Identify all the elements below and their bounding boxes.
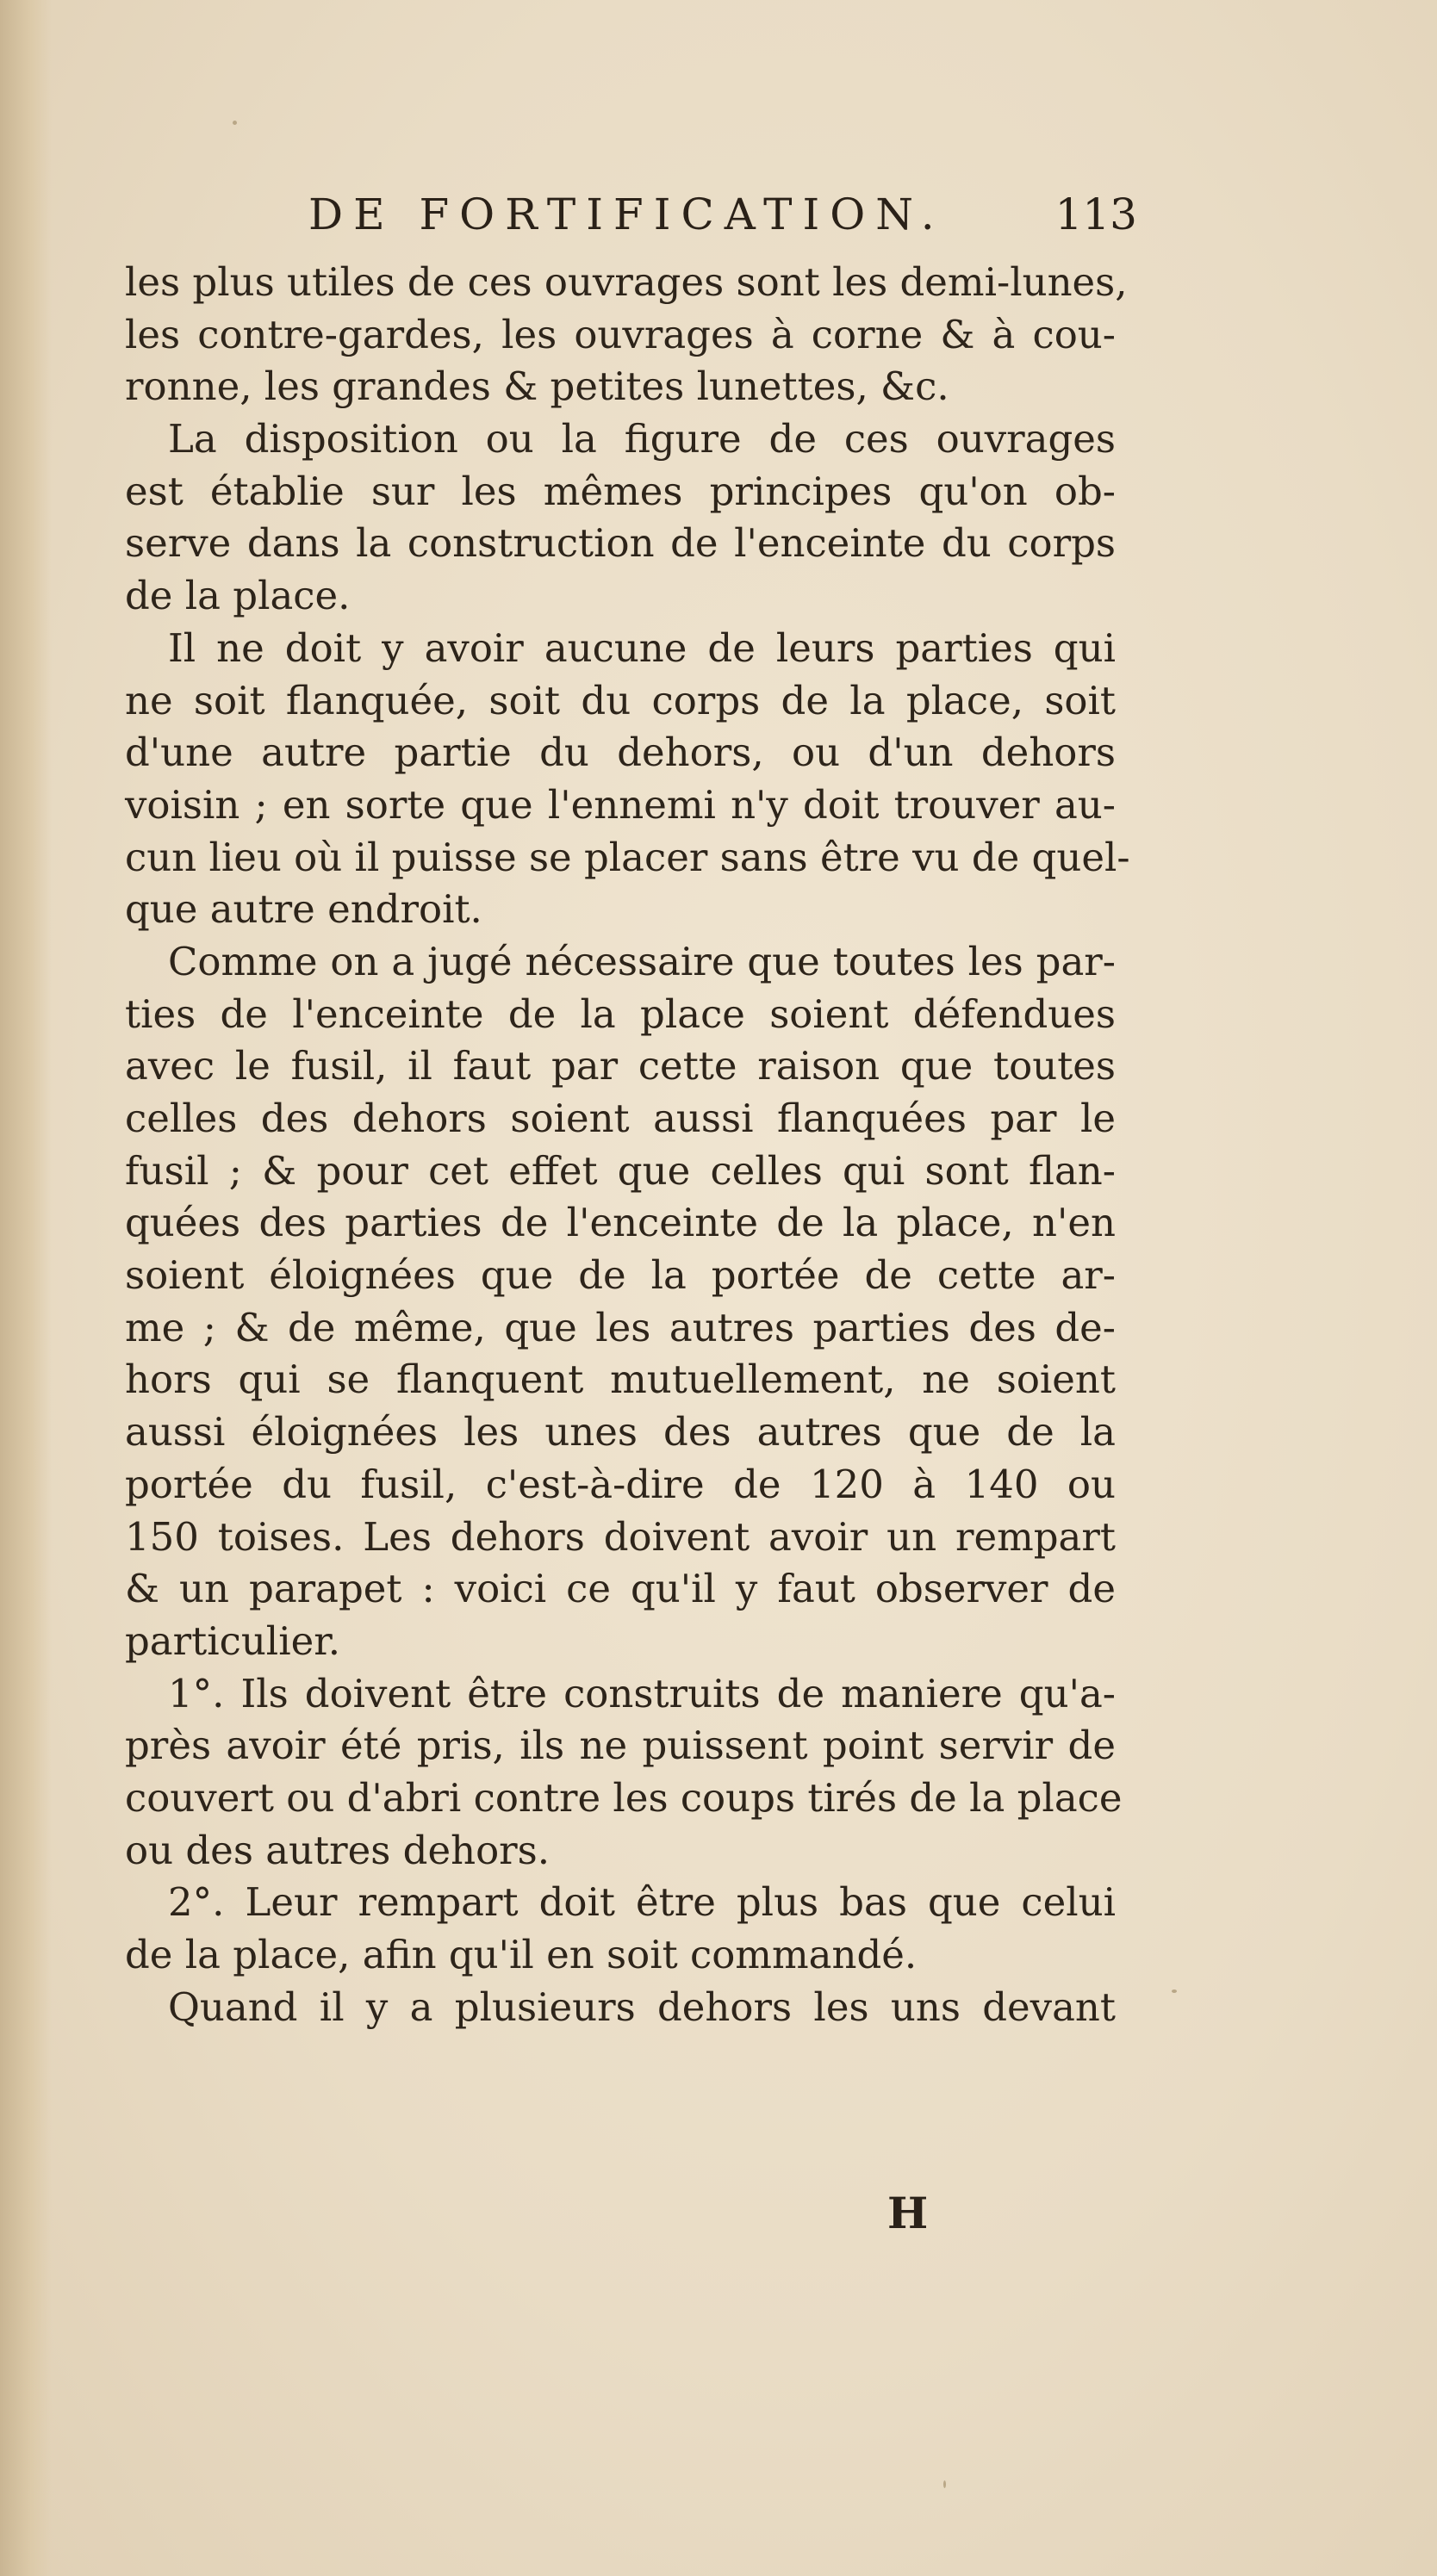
text-line: aussi éloignées les unes des autres que de la	[125, 1409, 1116, 1456]
text-line: d'une autre partie du dehors, ou d'un dehors	[125, 729, 1116, 776]
text-line: 2°. Leur rempart doit être plus bas que celui	[168, 1879, 1116, 1926]
text-line: Quand il y a plusieurs dehors les uns devant	[168, 1983, 1116, 2030]
text-line: fusil ; & pour cet effet que celles qui sont flan-	[125, 1147, 1116, 1194]
text-line: celles des dehors soient aussi flanquées par le	[125, 1096, 1116, 1141]
text-line: couvert ou d'abri contre les coups tirés de la place	[125, 1774, 1123, 1821]
text-line: particulier.	[125, 1617, 341, 1664]
text-line: de la place, afin qu'il en soit commandé.	[125, 1932, 918, 1977]
text-line: cun lieu où il puisse se placer sans être vu de quel-	[125, 834, 1130, 880]
text-line: voisin ; en sorte que l'ennemi n'y doit trouver au-	[125, 781, 1116, 828]
text-line: est établie sur les mêmes principes qu'on ob-	[125, 468, 1116, 514]
text-line: serve dans la construction de l'enceinte du corps	[125, 520, 1116, 567]
text-line: portée du fusil, c'est-à-dire de 120 à 140 ou	[125, 1461, 1116, 1507]
text-line: ou des autres dehors.	[125, 1827, 551, 1873]
page-header	[293, 189, 1146, 241]
text-line: ties de l'enceinte de la place soient défendues	[125, 990, 1116, 1037]
signature-mark: H	[887, 2188, 929, 2238]
text-line: 150 toises. Les dehors doivent avoir un rempart	[125, 1513, 1116, 1560]
text-line: soient éloignées que de la portée de cette ar-	[125, 1252, 1116, 1299]
text-line: ronne, les grandes & petites lunettes, &c.	[125, 363, 949, 410]
text-line: 1°. Ils doivent être construits de maniere qu'a-	[168, 1670, 1116, 1716]
text-line: Il ne doit y avoir aucune de leurs parties qui	[168, 624, 1116, 671]
paper-speck	[233, 121, 237, 125]
text-line: les plus utiles de ces ouvrages sont les demi-lunes,	[125, 259, 1128, 305]
text-line: avec le fusil, il faut par cette raison que toutes	[125, 1043, 1116, 1089]
text-line: les contre-gardes, les ouvrages à corne & à cou-	[125, 311, 1116, 357]
text-line: La disposition ou la figure de ces ouvrages	[168, 416, 1116, 462]
text-line: près avoir été pris, ils ne puissent point servir de	[125, 1723, 1116, 1769]
paper-speck	[943, 2480, 946, 2488]
running-head: DE FORTIFICATION.	[308, 189, 945, 239]
text-line: que autre endroit.	[125, 886, 482, 933]
text-line: de la place.	[125, 573, 351, 619]
body-text	[125, 257, 1130, 2033]
paper-speck	[1172, 1989, 1177, 1993]
page-gutter-shadow	[0, 0, 52, 2576]
text-line: quées des parties de l'enceinte de la place, n'en	[125, 1200, 1116, 1246]
text-line: hors qui se flanquent mutuellement, ne soient	[125, 1356, 1116, 1403]
page-number: 113	[1054, 189, 1137, 239]
text-line: Comme on a jugé nécessaire que toutes les par-	[168, 938, 1116, 984]
text-line: me ; & de même, que les autres parties des de-	[125, 1304, 1116, 1350]
text-line: & un parapet : voici ce qu'il y faut observer de	[125, 1566, 1116, 1612]
text-line: ne soit flanquée, soit du corps de la place, soit	[125, 677, 1116, 723]
